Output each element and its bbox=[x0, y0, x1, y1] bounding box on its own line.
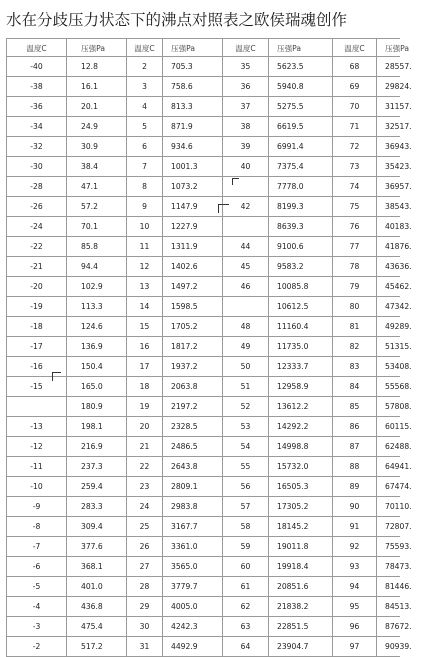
temperature-cell: 69 bbox=[332, 77, 376, 96]
temperature-cell: -18 bbox=[6, 317, 66, 336]
pressure-cell: 6991.4 bbox=[268, 137, 332, 156]
pressure-cell: 3167.7 bbox=[162, 517, 222, 536]
pressure-cell: 475.4 bbox=[66, 617, 126, 636]
pressure-cell: 401.0 bbox=[66, 577, 126, 596]
pressure-cell: 377.6 bbox=[66, 537, 126, 556]
pressure-cell: 60115. bbox=[376, 417, 426, 436]
pressure-cell: 6619.5 bbox=[268, 117, 332, 136]
table-row bbox=[6, 417, 412, 437]
table-row bbox=[6, 217, 412, 237]
temperature-cell bbox=[222, 217, 268, 236]
pressure-cell: 7375.4 bbox=[268, 157, 332, 176]
temperature-cell: 94 bbox=[332, 577, 376, 596]
corner-mark bbox=[52, 372, 61, 381]
temperature-cell: 64 bbox=[222, 637, 268, 656]
pressure-cell: 20851.6 bbox=[268, 577, 332, 596]
pressure-cell: 124.6 bbox=[66, 317, 126, 336]
temperature-cell: 77 bbox=[332, 237, 376, 256]
temperature-cell: 54 bbox=[222, 437, 268, 456]
pressure-cell: 35423. bbox=[376, 157, 426, 176]
temperature-cell: 79 bbox=[332, 277, 376, 296]
pressure-cell: 23904.7 bbox=[268, 637, 332, 656]
temperature-cell: 51 bbox=[222, 377, 268, 396]
table-row bbox=[6, 617, 412, 637]
pressure-cell: 40183. bbox=[376, 217, 426, 236]
temperature-cell: -38 bbox=[6, 77, 66, 96]
temperature-cell: 84 bbox=[332, 377, 376, 396]
pressure-cell: 10612.5 bbox=[268, 297, 332, 316]
temperature-cell: 36 bbox=[222, 77, 268, 96]
pressure-cell: 5623.5 bbox=[268, 57, 332, 76]
pressure-cell: 36957. bbox=[376, 177, 426, 196]
temperature-cell: 4 bbox=[126, 97, 162, 116]
temperature-cell: 88 bbox=[332, 457, 376, 476]
temperature-cell: 70 bbox=[332, 97, 376, 116]
temperature-cell: 8 bbox=[126, 177, 162, 196]
temperature-cell: 89 bbox=[332, 477, 376, 496]
pressure-cell: 1705.2 bbox=[162, 317, 222, 336]
pressure-cell: 62488. bbox=[376, 437, 426, 456]
temperature-cell: -9 bbox=[6, 497, 66, 516]
table-row bbox=[6, 297, 412, 317]
table-row bbox=[6, 397, 412, 417]
pressure-cell: 47.1 bbox=[66, 177, 126, 196]
pressure-cell: 2486.5 bbox=[162, 437, 222, 456]
header-cell: 压强Pa bbox=[376, 39, 426, 56]
temperature-cell: 59 bbox=[222, 537, 268, 556]
temperature-cell: 80 bbox=[332, 297, 376, 316]
table-row bbox=[6, 497, 412, 517]
temperature-cell: 57 bbox=[222, 497, 268, 516]
page-title: 水在分歧压力状态下的沸点对照表之欧侯瑞魂创作 bbox=[6, 11, 348, 29]
temperature-cell: 17 bbox=[126, 357, 162, 376]
temperature-cell: 23 bbox=[126, 477, 162, 496]
pressure-cell: 1227.9 bbox=[162, 217, 222, 236]
table-row bbox=[6, 377, 412, 397]
temperature-cell: 35 bbox=[222, 57, 268, 76]
table-row bbox=[6, 357, 412, 377]
temperature-cell: 97 bbox=[332, 637, 376, 656]
pressure-cell: 2197.2 bbox=[162, 397, 222, 416]
pressure-cell: 813.3 bbox=[162, 97, 222, 116]
temperature-cell: -30 bbox=[6, 157, 66, 176]
temperature-cell: -10 bbox=[6, 477, 66, 496]
pressure-cell: 75593. bbox=[376, 537, 426, 556]
temperature-cell: 20 bbox=[126, 417, 162, 436]
temperature-cell: 30 bbox=[126, 617, 162, 636]
temperature-cell: 96 bbox=[332, 617, 376, 636]
table-header-row bbox=[6, 38, 410, 57]
pressure-cell: 2328.5 bbox=[162, 417, 222, 436]
pressure-cell: 2063.8 bbox=[162, 377, 222, 396]
temperature-cell: 6 bbox=[126, 137, 162, 156]
pressure-cell: 368.1 bbox=[66, 557, 126, 576]
pressure-cell: 12333.7 bbox=[268, 357, 332, 376]
temperature-cell: 76 bbox=[332, 217, 376, 236]
temperature-cell: -6 bbox=[6, 557, 66, 576]
pressure-cell: 2809.1 bbox=[162, 477, 222, 496]
temperature-cell: 61 bbox=[222, 577, 268, 596]
table-row bbox=[6, 237, 412, 257]
table-body bbox=[6, 57, 412, 657]
temperature-cell: 39 bbox=[222, 137, 268, 156]
table-row bbox=[6, 277, 412, 297]
temperature-cell: -5 bbox=[6, 577, 66, 596]
pressure-cell: 36943. bbox=[376, 137, 426, 156]
pressure-cell: 4242.3 bbox=[162, 617, 222, 636]
corner-mark bbox=[232, 178, 239, 185]
temperature-cell: -11 bbox=[6, 457, 66, 476]
temperature-cell: 81 bbox=[332, 317, 376, 336]
temperature-cell: 50 bbox=[222, 357, 268, 376]
table-row bbox=[6, 557, 412, 577]
pressure-cell: 38.4 bbox=[66, 157, 126, 176]
pressure-cell: 57.2 bbox=[66, 197, 126, 216]
temperature-cell: 86 bbox=[332, 417, 376, 436]
table-row bbox=[6, 177, 412, 197]
temperature-cell: 11 bbox=[126, 237, 162, 256]
temperature-cell: 18 bbox=[126, 377, 162, 396]
temperature-cell: 22 bbox=[126, 457, 162, 476]
pressure-cell: 28557. bbox=[376, 57, 426, 76]
pressure-cell: 1497.2 bbox=[162, 277, 222, 296]
temperature-cell: 40 bbox=[222, 157, 268, 176]
pressure-cell: 283.3 bbox=[66, 497, 126, 516]
temperature-cell: 42 bbox=[222, 197, 268, 216]
header-cell: 温度C bbox=[332, 39, 376, 56]
pressure-cell: 38543. bbox=[376, 197, 426, 216]
pressure-cell: 20.1 bbox=[66, 97, 126, 116]
pressure-cell: 8199.3 bbox=[268, 197, 332, 216]
temperature-cell: 31 bbox=[126, 637, 162, 656]
pressure-cell: 259.4 bbox=[66, 477, 126, 496]
temperature-cell: 71 bbox=[332, 117, 376, 136]
pressure-cell: 81446. bbox=[376, 577, 426, 596]
header-cell: 压强Pa bbox=[66, 39, 126, 56]
header-cell: 温度C bbox=[126, 39, 162, 56]
pressure-cell: 436.8 bbox=[66, 597, 126, 616]
pressure-cell: 934.6 bbox=[162, 137, 222, 156]
temperature-cell: 28 bbox=[126, 577, 162, 596]
temperature-cell: -32 bbox=[6, 137, 66, 156]
table-row bbox=[6, 637, 412, 657]
pressure-cell: 72807. bbox=[376, 517, 426, 536]
temperature-cell: -20 bbox=[6, 277, 66, 296]
pressure-cell: 7778.0 bbox=[268, 177, 332, 196]
temperature-cell: 48 bbox=[222, 317, 268, 336]
temperature-cell: -7 bbox=[6, 537, 66, 556]
table-row bbox=[6, 597, 412, 617]
header-cell: 压强Pa bbox=[162, 39, 222, 56]
pressure-cell: 5275.5 bbox=[268, 97, 332, 116]
header-cell: 压强Pa bbox=[268, 39, 332, 56]
temperature-cell bbox=[222, 177, 268, 196]
pressure-cell: 57808. bbox=[376, 397, 426, 416]
pressure-cell: 180.9 bbox=[66, 397, 126, 416]
temperature-cell: 38 bbox=[222, 117, 268, 136]
pressure-cell: 113.3 bbox=[66, 297, 126, 316]
pressure-cell: 1817.2 bbox=[162, 337, 222, 356]
pressure-cell: 29824. bbox=[376, 77, 426, 96]
corner-mark bbox=[218, 204, 229, 213]
temperature-cell: -4 bbox=[6, 597, 66, 616]
table-row bbox=[6, 57, 412, 77]
temperature-cell: 7 bbox=[126, 157, 162, 176]
pressure-cell: 198.1 bbox=[66, 417, 126, 436]
temperature-cell: 63 bbox=[222, 617, 268, 636]
pressure-cell: 517.2 bbox=[66, 637, 126, 656]
pressure-cell: 12958.9 bbox=[268, 377, 332, 396]
temperature-cell: 37 bbox=[222, 97, 268, 116]
pressure-cell: 216.9 bbox=[66, 437, 126, 456]
pressure-cell: 758.6 bbox=[162, 77, 222, 96]
temperature-cell: 12 bbox=[126, 257, 162, 276]
temperature-cell: -34 bbox=[6, 117, 66, 136]
temperature-cell: -3 bbox=[6, 617, 66, 636]
temperature-cell: 5 bbox=[126, 117, 162, 136]
pressure-cell: 1147.9 bbox=[162, 197, 222, 216]
pressure-cell: 9100.6 bbox=[268, 237, 332, 256]
temperature-cell: -17 bbox=[6, 337, 66, 356]
pressure-cell: 14292.2 bbox=[268, 417, 332, 436]
pressure-cell: 3361.0 bbox=[162, 537, 222, 556]
temperature-cell: 72 bbox=[332, 137, 376, 156]
table-row bbox=[6, 77, 412, 97]
pressure-cell: 67474. bbox=[376, 477, 426, 496]
pressure-cell: 150.4 bbox=[66, 357, 126, 376]
pressure-cell: 1598.5 bbox=[162, 297, 222, 316]
table-row bbox=[6, 97, 412, 117]
pressure-cell: 2643.8 bbox=[162, 457, 222, 476]
temperature-cell: 21 bbox=[126, 437, 162, 456]
pressure-cell: 871.9 bbox=[162, 117, 222, 136]
table-row bbox=[6, 457, 412, 477]
temperature-cell: -16 bbox=[6, 357, 66, 376]
temperature-cell: 25 bbox=[126, 517, 162, 536]
pressure-cell: 55568. bbox=[376, 377, 426, 396]
pressure-cell: 4005.0 bbox=[162, 597, 222, 616]
temperature-cell: 16 bbox=[126, 337, 162, 356]
pressure-cell: 64941. bbox=[376, 457, 426, 476]
temperature-cell: -2 bbox=[6, 637, 66, 656]
pressure-cell: 41876. bbox=[376, 237, 426, 256]
pressure-cell: 1311.9 bbox=[162, 237, 222, 256]
temperature-cell: 24 bbox=[126, 497, 162, 516]
temperature-cell: 68 bbox=[332, 57, 376, 76]
temperature-cell: 9 bbox=[126, 197, 162, 216]
header-cell: 温度C bbox=[6, 39, 66, 56]
pressure-cell: 5940.8 bbox=[268, 77, 332, 96]
temperature-cell: 44 bbox=[222, 237, 268, 256]
pressure-cell: 85.8 bbox=[66, 237, 126, 256]
pressure-cell: 53408. bbox=[376, 357, 426, 376]
pressure-cell: 94.4 bbox=[66, 257, 126, 276]
temperature-cell: 95 bbox=[332, 597, 376, 616]
temperature-cell: -13 bbox=[6, 417, 66, 436]
table-row bbox=[6, 517, 412, 537]
pressure-cell: 9583.2 bbox=[268, 257, 332, 276]
table-row bbox=[6, 117, 412, 137]
table-row bbox=[6, 157, 412, 177]
pressure-cell: 3779.7 bbox=[162, 577, 222, 596]
temperature-cell: 10 bbox=[126, 217, 162, 236]
pressure-cell: 18145.2 bbox=[268, 517, 332, 536]
pressure-cell: 705.3 bbox=[162, 57, 222, 76]
temperature-cell: 78 bbox=[332, 257, 376, 276]
pressure-cell: 1001.3 bbox=[162, 157, 222, 176]
temperature-cell: 91 bbox=[332, 517, 376, 536]
pressure-cell: 19918.4 bbox=[268, 557, 332, 576]
temperature-cell: 55 bbox=[222, 457, 268, 476]
temperature-cell: 83 bbox=[332, 357, 376, 376]
pressure-cell: 43636. bbox=[376, 257, 426, 276]
pressure-cell: 31157. bbox=[376, 97, 426, 116]
pressure-cell: 3565.0 bbox=[162, 557, 222, 576]
pressure-cell: 8639.3 bbox=[268, 217, 332, 236]
temperature-cell: 19 bbox=[126, 397, 162, 416]
pressure-cell: 87672. bbox=[376, 617, 426, 636]
pressure-cell: 16.1 bbox=[66, 77, 126, 96]
table-row bbox=[6, 197, 412, 217]
pressure-cell: 10085.8 bbox=[268, 277, 332, 296]
pressure-cell: 15732.0 bbox=[268, 457, 332, 476]
pressure-cell: 45462. bbox=[376, 277, 426, 296]
temperature-cell: -24 bbox=[6, 217, 66, 236]
pressure-cell: 1937.2 bbox=[162, 357, 222, 376]
temperature-cell: -15 bbox=[6, 377, 66, 396]
temperature-cell: 87 bbox=[332, 437, 376, 456]
pressure-cell: 30.9 bbox=[66, 137, 126, 156]
pressure-cell: 12.8 bbox=[66, 57, 126, 76]
temperature-cell: 27 bbox=[126, 557, 162, 576]
pressure-cell: 90939. bbox=[376, 637, 426, 656]
pressure-cell: 1402.6 bbox=[162, 257, 222, 276]
pressure-cell: 11160.4 bbox=[268, 317, 332, 336]
table-row bbox=[6, 577, 412, 597]
pressure-cell: 78473. bbox=[376, 557, 426, 576]
temperature-cell: -22 bbox=[6, 237, 66, 256]
pressure-cell: 4492.9 bbox=[162, 637, 222, 656]
temperature-cell: -26 bbox=[6, 197, 66, 216]
pressure-cell: 17305.2 bbox=[268, 497, 332, 516]
temperature-cell: -12 bbox=[6, 437, 66, 456]
temperature-cell: 15 bbox=[126, 317, 162, 336]
pressure-cell: 21838.2 bbox=[268, 597, 332, 616]
pressure-cell: 2983.8 bbox=[162, 497, 222, 516]
temperature-cell: -40 bbox=[6, 57, 66, 76]
pressure-cell: 165.0 bbox=[66, 377, 126, 396]
pressure-cell: 22851.5 bbox=[268, 617, 332, 636]
pressure-cell: 84513. bbox=[376, 597, 426, 616]
pressure-cell: 70110. bbox=[376, 497, 426, 516]
temperature-cell: 3 bbox=[126, 77, 162, 96]
temperature-cell: -21 bbox=[6, 257, 66, 276]
temperature-cell: 62 bbox=[222, 597, 268, 616]
pressure-cell: 70.1 bbox=[66, 217, 126, 236]
temperature-cell: 74 bbox=[332, 177, 376, 196]
temperature-cell: -19 bbox=[6, 297, 66, 316]
temperature-cell: 2 bbox=[126, 57, 162, 76]
temperature-cell: 82 bbox=[332, 337, 376, 356]
pressure-cell: 51315. bbox=[376, 337, 426, 356]
temperature-cell: -28 bbox=[6, 177, 66, 196]
header-cell: 温度C bbox=[222, 39, 268, 56]
temperature-cell: -36 bbox=[6, 97, 66, 116]
temperature-cell: -8 bbox=[6, 517, 66, 536]
table-row bbox=[6, 317, 412, 337]
boiling-point-table bbox=[6, 38, 412, 657]
temperature-cell: 45 bbox=[222, 257, 268, 276]
pressure-cell: 136.9 bbox=[66, 337, 126, 356]
table-row bbox=[6, 537, 412, 557]
pressure-cell: 32517. bbox=[376, 117, 426, 136]
pressure-cell: 14998.8 bbox=[268, 437, 332, 456]
pressure-cell: 49289. bbox=[376, 317, 426, 336]
temperature-cell: 14 bbox=[126, 297, 162, 316]
temperature-cell: 26 bbox=[126, 537, 162, 556]
table-row bbox=[6, 437, 412, 457]
table-row bbox=[6, 137, 412, 157]
temperature-cell: 13 bbox=[126, 277, 162, 296]
pressure-cell: 11735.0 bbox=[268, 337, 332, 356]
temperature-cell: 58 bbox=[222, 517, 268, 536]
temperature-cell bbox=[6, 397, 66, 416]
pressure-cell: 102.9 bbox=[66, 277, 126, 296]
temperature-cell: 46 bbox=[222, 277, 268, 296]
pressure-cell: 16505.3 bbox=[268, 477, 332, 496]
table-row bbox=[6, 337, 412, 357]
pressure-cell: 237.3 bbox=[66, 457, 126, 476]
temperature-cell: 73 bbox=[332, 157, 376, 176]
pressure-cell: 19011.8 bbox=[268, 537, 332, 556]
temperature-cell: 56 bbox=[222, 477, 268, 496]
table-row bbox=[6, 477, 412, 497]
temperature-cell bbox=[222, 297, 268, 316]
temperature-cell: 90 bbox=[332, 497, 376, 516]
temperature-cell: 93 bbox=[332, 557, 376, 576]
temperature-cell: 29 bbox=[126, 597, 162, 616]
pressure-cell: 309.4 bbox=[66, 517, 126, 536]
temperature-cell: 52 bbox=[222, 397, 268, 416]
pressure-cell: 13612.2 bbox=[268, 397, 332, 416]
temperature-cell: 53 bbox=[222, 417, 268, 436]
temperature-cell: 85 bbox=[332, 397, 376, 416]
table-row bbox=[6, 257, 412, 277]
pressure-cell: 24.9 bbox=[66, 117, 126, 136]
temperature-cell: 60 bbox=[222, 557, 268, 576]
pressure-cell: 47342. bbox=[376, 297, 426, 316]
temperature-cell: 92 bbox=[332, 537, 376, 556]
temperature-cell: 75 bbox=[332, 197, 376, 216]
pressure-cell: 1073.2 bbox=[162, 177, 222, 196]
temperature-cell: 49 bbox=[222, 337, 268, 356]
